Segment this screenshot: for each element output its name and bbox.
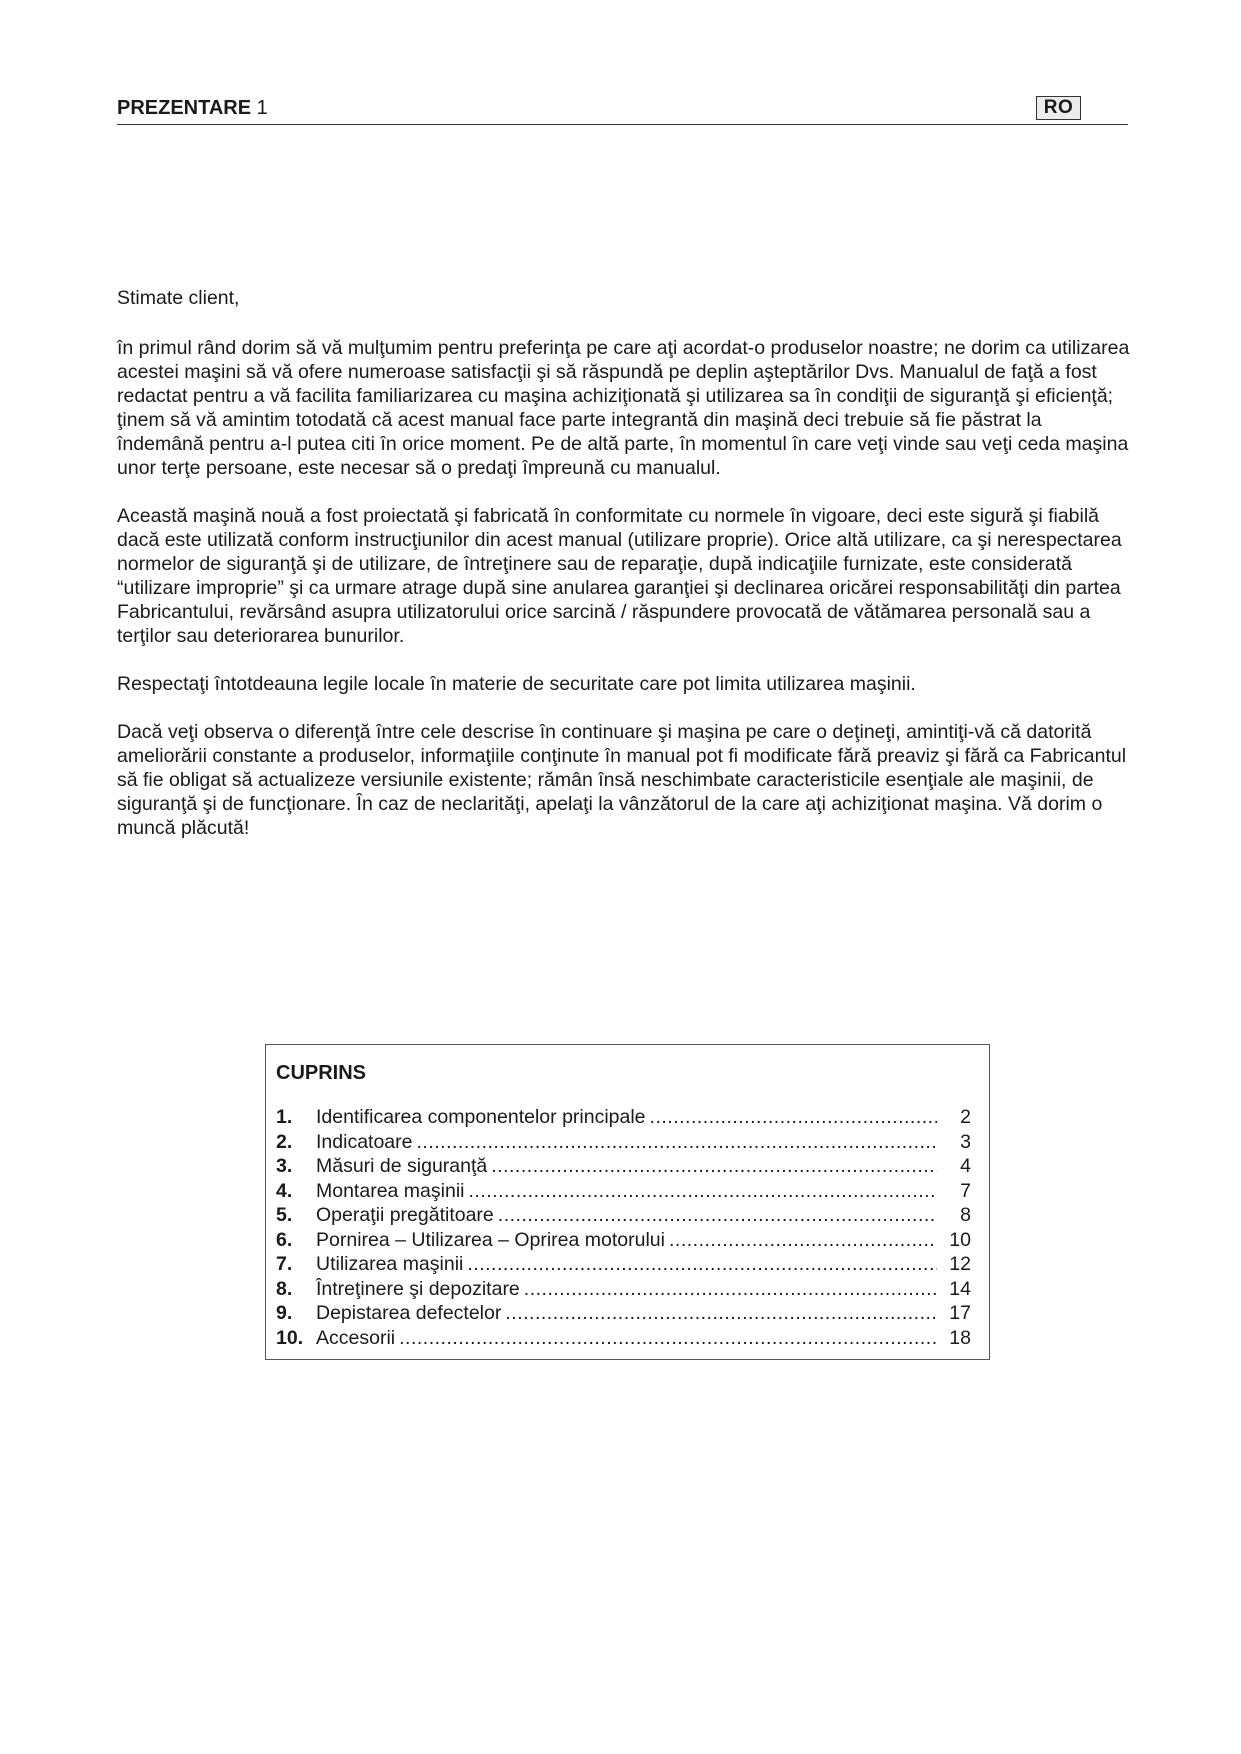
section-name: PREZENTARE [117, 97, 252, 119]
toc-entry-page: 3 [960, 1130, 971, 1153]
intro-paragraph-2: Această maşină nouă a fost proiectată şi fabricată în conformitate cu normele în vigoare, deci este sigură şi fiabilă dacă este utilizată conform instrucţiunilor din acest manual (utilizare proprie). Orice altă utilizare, ca şi nerespectarea normelor de siguranţă şi de utilizare, de întreţinere sau de reparaţie, după indicaţiile furnizate, este considerată “utilizare improprie” şi ca urmare atrage după sine anularea garanţiei şi declinarea oricărei responsabilităţi din partea Fabricantului, revărsând asupra utilizatorului orice sarcină / răspundere provocată de vătămarea personală sau a terţilor sau deteriorarea bunurilor. [117, 505, 1122, 647]
toc-leader-dots [669, 1228, 937, 1253]
intro-paragraph-3: Respectaţi întotdeauna legile locale în materie de securitate care pot limita utilizarea maşinii. [117, 673, 916, 695]
toc-entry-label: Montarea maşinii [316, 1179, 465, 1202]
header-title [117, 96, 268, 120]
toc-entry-page: 7 [960, 1179, 971, 1202]
salutation: Stimate client, [117, 287, 240, 309]
toc-entry[interactable] [276, 1105, 971, 1130]
toc-entry-page: 12 [949, 1253, 971, 1275]
intro-paragraph-1: în primul rând dorim să vă mulţumim pentru preferinţa pe care aţi acordat-o produselor noastre; ne dorim ca utilizarea acestei maşini să vă ofere numeroase satisfacţii şi să răspundă pe deplin aşteptărilor Dvs. Manualul de faţă a fost redactat pentru a vă facilita familiarizarea cu maşina achiziţionată şi utilizarea sa în condiţii de siguranţă şi eficienţă; ţinem să vă amintim totodată că acest manual face parte integrantă din maşină deci trebuie să fie păstrat la îndemână pentru a-l putea citi în orice moment. Pe de altă parte, în momentul în care veţi vinde sau veţi ceda maşina unor terţe persoane, este necesar să o predaţi împreună cu manualul. [117, 337, 1130, 479]
toc-leader-dots [524, 1277, 937, 1302]
toc-entry-number: 10. [276, 1326, 304, 1349]
toc-entry-label: Utilizarea maşinii [316, 1253, 464, 1275]
intro-text [117, 286, 1132, 864]
toc-entry-page: 10 [949, 1228, 971, 1251]
toc-entry-number: 5. [276, 1204, 293, 1226]
toc-entry-number: 9. [276, 1302, 293, 1324]
toc-entry-page: 18 [949, 1326, 971, 1349]
toc-entry[interactable] [276, 1326, 971, 1351]
toc-leader-dots [498, 1203, 937, 1228]
toc-entry-label: Întreţinere şi depozitare [316, 1277, 520, 1300]
language-badge: RO [1036, 96, 1081, 120]
toc-entry-number: 3. [276, 1155, 293, 1177]
toc-entry[interactable] [276, 1277, 971, 1302]
toc-leader-dots [491, 1154, 937, 1179]
toc-leader-dots [505, 1301, 937, 1326]
toc-entry-label: Pornirea – Utilizarea – Oprirea motorului [316, 1228, 665, 1251]
toc-entry-number: 6. [276, 1228, 293, 1251]
toc-entry[interactable] [276, 1203, 971, 1228]
toc-entry[interactable] [276, 1179, 971, 1204]
toc-leader-dots [416, 1130, 937, 1155]
toc-entry-number: 7. [276, 1253, 293, 1275]
toc-entry-label: Indicatoare [316, 1130, 413, 1153]
toc-entry-page: 14 [949, 1277, 971, 1300]
toc-entry-number: 2. [276, 1130, 293, 1153]
toc-entry-number: 4. [276, 1179, 293, 1202]
intro-paragraph-4: Dacă veţi observa o diferenţă între cele descrise în continuare şi maşina pe care o deţineţi, amintiţi-vă că datorită ameliorării constante a produselor, informaţiile conţinute în manual pot fi modificate fără preaviz şi fără ca Fabricantul să fie obligat să actualizeze versiunile existente; rămân însă neschimbate caracteristicile esenţiale ale maşinii, de siguranţă şi de funcţionare. În caz de neclarităţi, apelaţi la vânzătorul de la care aţi achiziţionat maşina. Vă dorim o muncă plăcută! [117, 721, 1127, 839]
toc-title: CUPRINS [276, 1062, 367, 1084]
toc-entry-label: Măsuri de siguranţă [316, 1155, 488, 1177]
toc-entry-label: Accesorii [316, 1326, 396, 1349]
toc-entry[interactable] [276, 1252, 971, 1277]
toc-entry-label: Operaţii pregătitoare [316, 1204, 494, 1226]
toc-entry[interactable] [276, 1130, 971, 1155]
toc-leader-dots [467, 1252, 937, 1277]
page-header [117, 96, 1128, 125]
toc-entry-label: Depistarea defectelor [316, 1302, 502, 1324]
toc-entry-label: Identificarea componentelor principale [316, 1106, 646, 1128]
toc-entry-number: 8. [276, 1277, 293, 1300]
toc-entry-page: 8 [960, 1204, 971, 1226]
toc-entry-page: 2 [960, 1106, 971, 1128]
toc-entry[interactable] [276, 1228, 971, 1253]
toc-leader-dots [468, 1179, 937, 1204]
toc-entry[interactable] [276, 1154, 971, 1179]
toc-entry-number: 1. [276, 1106, 293, 1128]
toc-leader-dots [650, 1105, 937, 1130]
table-of-contents [265, 1044, 990, 1360]
toc-leader-dots [399, 1326, 937, 1351]
toc-entry-page: 4 [960, 1155, 971, 1177]
toc-entry-page: 17 [949, 1302, 971, 1324]
section-number: 1 [256, 97, 268, 119]
toc-entry[interactable] [276, 1301, 971, 1326]
